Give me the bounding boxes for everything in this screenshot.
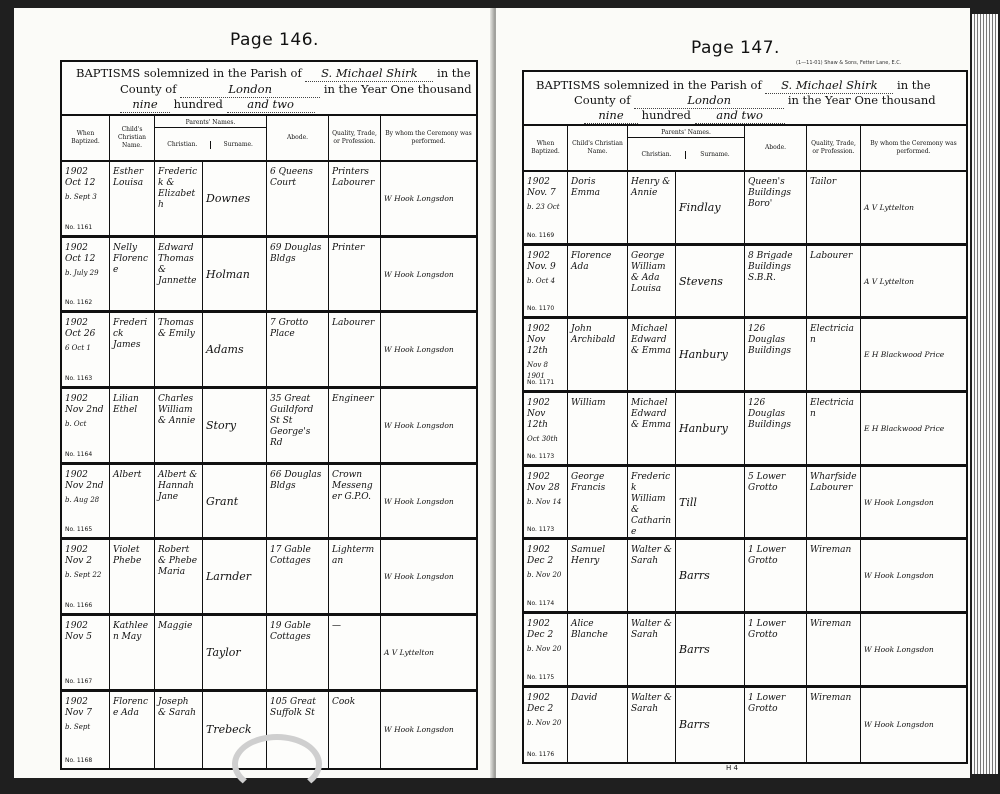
county-label: County of xyxy=(574,93,631,107)
cell-surname: Larnder xyxy=(203,540,267,613)
entry-number: No. 1166 xyxy=(65,602,93,610)
birth-date: b. Nov 14 xyxy=(527,497,562,506)
cell-parents-christian: Frederick & Elizabeth xyxy=(155,162,203,235)
entries-left xyxy=(62,162,476,768)
cell-officiant: W Hook Longsdon xyxy=(384,572,454,582)
col-child: Child's Christian Name. xyxy=(110,116,155,160)
birth-date: b. 23 Oct xyxy=(527,203,560,211)
birth-date: b. Nov 20 xyxy=(527,571,562,580)
entry-number: No. 1163 xyxy=(65,375,93,383)
col-parents xyxy=(155,116,267,160)
table-row xyxy=(62,389,476,465)
cell-surname: Barrs xyxy=(676,614,745,685)
cell-parents-christian: Walter & Sarah xyxy=(628,688,676,762)
cell-abode: 126 Douglas Buildings xyxy=(745,393,807,464)
col-parents-title: Parents' Names. xyxy=(155,119,266,128)
cell-abode: 69 Douglas Bldgs xyxy=(267,238,329,311)
cell-surname: Adams xyxy=(203,313,267,386)
cell-parents-christian: Michael Edward & Emma xyxy=(628,319,676,390)
cell-quality: Electrician xyxy=(807,393,861,464)
entry-number: No. 1164 xyxy=(65,450,93,458)
entry-number: No. 1167 xyxy=(65,677,93,685)
cell-officiant: A V Lyttelton xyxy=(384,647,434,657)
cell-abode: 8 Brigade Buildings S.B.R. xyxy=(745,246,807,317)
col-abode: Abode. xyxy=(745,126,807,170)
year-handwritten-1: nine xyxy=(584,108,638,124)
birth-date: b. Aug 28 xyxy=(65,495,100,504)
left-page xyxy=(14,8,494,778)
baptism-date: 1902 Nov 12th xyxy=(527,398,550,431)
register-table-left xyxy=(60,60,478,770)
cell-surname: Story xyxy=(203,389,267,462)
baptism-date: 1902 Nov. 7 xyxy=(527,177,556,198)
cell-officiant: E H Blackwood Price xyxy=(864,423,945,433)
col-when: When Baptized. xyxy=(62,116,110,160)
cell-officiant: W Hook Longsdon xyxy=(864,497,934,507)
cell-child-name: David xyxy=(568,688,628,762)
baptism-date: 1902 Oct 12 xyxy=(65,242,96,264)
cell-when xyxy=(62,162,110,235)
cell-when xyxy=(62,389,110,462)
cell-officiant: W Hook Longsdon xyxy=(864,571,934,581)
cell-child-name: William xyxy=(568,393,628,464)
cell-abode: 17 Gable Cottages xyxy=(267,540,329,613)
baptism-date: 1902 Nov 2nd xyxy=(65,394,104,416)
birth-date: b. Oct xyxy=(65,420,87,429)
cell-quality: Engineer xyxy=(329,389,381,462)
cell-quality: Wireman xyxy=(807,614,861,685)
col-surname: Surname. xyxy=(223,141,253,148)
col-quality: Quality, Trade, or Profession. xyxy=(329,116,381,160)
cell-parents-christian: Joseph & Sarah xyxy=(155,692,203,768)
year-handwritten-2: and two xyxy=(695,108,785,124)
cell-child-name: Violet Phebe xyxy=(110,540,155,613)
cell-officiant: W Hook Longsdon xyxy=(384,420,454,430)
cell-officiant: W Hook Longsdon xyxy=(384,269,454,279)
baptism-date: 1902 Nov 5 xyxy=(65,621,92,643)
entry-number: No. 1162 xyxy=(65,299,93,307)
year-handwritten-1: nine xyxy=(120,97,170,113)
table-row xyxy=(524,246,966,320)
table-row xyxy=(524,172,966,246)
cell-surname: Findlay xyxy=(676,172,745,243)
cell-parents-christian: Michael Edward & Emma xyxy=(628,393,676,464)
entry-number: No. 1173 xyxy=(527,526,555,534)
col-christian: Christian. xyxy=(628,151,686,159)
table-row xyxy=(524,614,966,688)
cell-surname: Till xyxy=(676,467,745,538)
cell-child-name: Albert xyxy=(110,465,155,538)
cell-officiant: W Hook Longsdon xyxy=(384,345,454,355)
cell-child-name: Doris Emma xyxy=(568,172,628,243)
col-quality: Quality, Trade, or Profession. xyxy=(807,126,861,170)
cell-parents-christian: Maggie xyxy=(155,616,203,689)
column-headers-left xyxy=(62,116,476,162)
cell-quality: Lighterman xyxy=(329,540,381,613)
table-row xyxy=(62,238,476,314)
cell-surname: Taylor xyxy=(203,616,267,689)
cell-when xyxy=(524,614,568,685)
cell-officiant: A V Lyttelton xyxy=(864,202,914,212)
cell-when xyxy=(62,692,110,768)
cell-officiant: W Hook Longsdon xyxy=(384,496,454,506)
register-heading-right xyxy=(524,72,966,126)
col-surname: Surname. xyxy=(700,151,730,158)
cell-officiant: W Hook Longsdon xyxy=(384,725,454,735)
cell-child-name: Kathleen May xyxy=(110,616,155,689)
cell-child-name: Florence Ada xyxy=(110,692,155,768)
heading-prefix: BAPTISMS solemnized in the Parish of xyxy=(536,78,762,92)
birth-date: b. Sept 22 xyxy=(65,571,102,580)
cell-when xyxy=(62,616,110,689)
baptism-date: 1902 Oct 12 xyxy=(65,167,96,188)
page-edges xyxy=(972,14,998,774)
cell-when xyxy=(62,238,110,311)
cell-surname: Trebeck xyxy=(203,692,267,768)
col-child: Child's Christian Name. xyxy=(568,126,628,170)
baptism-date: 1902 Nov 2 xyxy=(65,545,92,567)
col-parents xyxy=(628,126,745,170)
cell-officiant: A V Lyttelton xyxy=(864,276,914,286)
cell-parents-christian: Edward Thomas & Jannette xyxy=(155,238,203,311)
cell-abode: 7 Grotto Place xyxy=(267,313,329,386)
page-number-left: Page 146. xyxy=(230,30,319,50)
cell-quality: Labourer xyxy=(329,313,381,386)
entry-number: No. 1176 xyxy=(527,750,555,758)
birth-date: b. Oct 4 xyxy=(527,276,556,285)
binder-ring xyxy=(232,734,322,794)
entry-number: No. 1169 xyxy=(527,231,555,239)
col-parents-title: Parents' Names. xyxy=(628,129,744,138)
cell-abode: 5 Lower Grotto xyxy=(745,467,807,538)
cell-parents-christian: Henry & Annie xyxy=(628,172,676,243)
baptism-date: 1902 Oct 26 xyxy=(65,318,96,340)
cell-abode: 126 Douglas Buildings xyxy=(745,319,807,390)
entry-number: No. 1168 xyxy=(65,756,93,764)
heading-in-the: in the xyxy=(897,78,931,92)
cell-when xyxy=(62,540,110,613)
entries-right xyxy=(524,172,966,762)
col-by: By whom the Ceremony was performed. xyxy=(870,140,957,155)
county-name: London xyxy=(634,93,784,109)
cell-abode: 1 Lower Grotto xyxy=(745,540,807,611)
cell-quality: Labourer xyxy=(807,246,861,317)
cell-surname: Downes xyxy=(203,162,267,235)
cell-quality: Wharfside Labourer xyxy=(807,467,861,538)
baptism-date: 1902 Nov 7 xyxy=(65,696,92,718)
cell-abode: 105 Great Suffolk St xyxy=(267,692,329,768)
table-row xyxy=(62,540,476,616)
birth-date: b. July 29 xyxy=(65,268,99,277)
table-row xyxy=(62,162,476,238)
col-christian: Christian. xyxy=(155,141,211,149)
col-abode: Abode. xyxy=(267,116,329,160)
birth-date: Oct 30th xyxy=(527,435,558,444)
cell-surname: Barrs xyxy=(676,688,745,762)
cell-abode: 66 Douglas Bldgs xyxy=(267,465,329,538)
cell-when xyxy=(62,313,110,386)
cell-when xyxy=(524,688,568,762)
right-page xyxy=(496,8,970,778)
table-row xyxy=(62,313,476,389)
cell-quality: — xyxy=(329,616,381,689)
table-row xyxy=(524,319,966,393)
entry-number: No. 1161 xyxy=(65,223,93,231)
cell-child-name: Nelly Florence xyxy=(110,238,155,311)
year-hundred: hundred xyxy=(173,97,223,111)
cell-surname: Stevens xyxy=(676,246,745,317)
table-row xyxy=(524,393,966,467)
baptism-date: 1902 Nov 28 xyxy=(527,471,560,493)
cell-parents-christian: Frederick William & Catharine xyxy=(628,467,676,538)
entry-number: No. 1173 xyxy=(527,452,555,460)
baptism-date: 1902 Nov. 9 xyxy=(527,250,556,272)
register-heading-left xyxy=(62,62,476,116)
cell-abode: 1 Lower Grotto xyxy=(745,614,807,685)
birth-date: 6 Oct 1 xyxy=(65,344,91,353)
birth-date: b. Sept xyxy=(65,722,91,731)
cell-surname: Holman xyxy=(203,238,267,311)
cell-quality: Printers Labourer xyxy=(329,162,381,235)
cell-parents-christian: Walter & Sarah xyxy=(628,540,676,611)
cell-when xyxy=(524,540,568,611)
cell-child-name: Samuel Henry xyxy=(568,540,628,611)
column-headers-right xyxy=(524,126,966,172)
county-label: County of xyxy=(120,82,177,96)
cell-child-name: Frederick James xyxy=(110,313,155,386)
table-row xyxy=(62,616,476,692)
cell-surname: Grant xyxy=(203,465,267,538)
baptism-date: 1902 Dec 2 xyxy=(527,619,554,641)
baptism-date: 1902 Dec 2 xyxy=(527,692,554,714)
cell-abode: 19 Gable Cottages xyxy=(267,616,329,689)
parish-name: S. Michael Shirk xyxy=(305,66,433,82)
cell-when xyxy=(524,246,568,317)
cell-child-name: Florence Ada xyxy=(568,246,628,317)
entry-number: No. 1165 xyxy=(65,526,93,534)
entry-number: No. 1170 xyxy=(527,305,555,313)
cell-when xyxy=(524,467,568,538)
cell-surname: Barrs xyxy=(676,540,745,611)
page-number-right: Page 147. xyxy=(691,38,780,58)
cell-quality: Wireman xyxy=(807,540,861,611)
entry-number: No. 1171 xyxy=(527,379,555,387)
cell-officiant: E H Blackwood Price xyxy=(864,350,945,360)
entry-number: No. 1174 xyxy=(527,600,555,608)
cell-quality: Tailor xyxy=(807,172,861,243)
cell-parents-christian: George William & Ada Louisa xyxy=(628,246,676,317)
cell-when xyxy=(524,319,568,390)
cell-parents-christian: Thomas & Emily xyxy=(155,313,203,386)
birth-date: b. Sept 3 xyxy=(65,193,97,201)
heading-prefix: BAPTISMS solemnized in the Parish of xyxy=(76,66,302,80)
cell-abode: 1 Lower Grotto xyxy=(745,688,807,762)
table-row xyxy=(524,688,966,762)
cell-quality: Wireman xyxy=(807,688,861,762)
cell-child-name: Alice Blanche xyxy=(568,614,628,685)
col-by: By whom the Ceremony was performed. xyxy=(385,130,472,145)
birth-date: b. Nov 20 xyxy=(527,718,562,727)
register-table-right xyxy=(522,70,968,764)
cell-officiant: W Hook Longsdon xyxy=(384,193,454,203)
table-row xyxy=(62,465,476,541)
cell-child-name: Lilian Ethel xyxy=(110,389,155,462)
heading-in-the: in the xyxy=(437,66,471,80)
cell-when xyxy=(62,465,110,538)
cell-surname: Hanbury xyxy=(676,319,745,390)
printer-note: (1—11-01) Shaw & Sons, Fetter Lane, E.C. xyxy=(796,60,902,66)
cell-abode: Queen's Buildings Boro' xyxy=(745,172,807,243)
cell-abode: 6 Queens Court xyxy=(267,162,329,235)
baptism-date: 1902 Nov 2nd xyxy=(65,469,104,491)
cell-abode: 35 Great Guildford St St George's Rd xyxy=(267,389,329,462)
entry-number: No. 1175 xyxy=(527,673,555,681)
birth-date: b. Nov 20 xyxy=(527,645,562,654)
cell-when xyxy=(524,172,568,243)
footer-mark: H 4 xyxy=(726,764,738,772)
cell-quality: Printer xyxy=(329,238,381,311)
cell-parents-christian: Charles William & Annie xyxy=(155,389,203,462)
cell-parents-christian: Walter & Sarah xyxy=(628,614,676,685)
cell-quality: Crown Messenger G.P.O. xyxy=(329,465,381,538)
cell-officiant: W Hook Longsdon xyxy=(864,720,934,730)
birth-date: Nov 8 1901 xyxy=(527,361,548,381)
year-hundred: hundred xyxy=(641,108,691,122)
year-label: in the Year One thousand xyxy=(323,82,472,96)
col-when: When Baptized. xyxy=(524,126,568,170)
cell-officiant: W Hook Longsdon xyxy=(864,644,934,654)
baptism-date: 1902 Nov 12th xyxy=(527,324,550,357)
cell-child-name: George Francis xyxy=(568,467,628,538)
cell-child-name: Esther Louisa xyxy=(110,162,155,235)
parish-name: S. Michael Shirk xyxy=(765,78,893,94)
cell-parents-christian: Albert & Hannah Jane xyxy=(155,465,203,538)
year-label: in the Year One thousand xyxy=(787,93,936,107)
cell-parents-christian: Robert & Phebe Maria xyxy=(155,540,203,613)
cell-surname: Hanbury xyxy=(676,393,745,464)
table-row xyxy=(524,467,966,541)
cell-quality: Electrician xyxy=(807,319,861,390)
county-name: London xyxy=(180,82,320,98)
year-handwritten-2: and two xyxy=(227,97,315,113)
cell-child-name: John Archibald xyxy=(568,319,628,390)
table-row xyxy=(524,540,966,614)
cell-when xyxy=(524,393,568,464)
cell-quality: Cook xyxy=(329,692,381,768)
baptism-date: 1902 Dec 2 xyxy=(527,545,554,567)
